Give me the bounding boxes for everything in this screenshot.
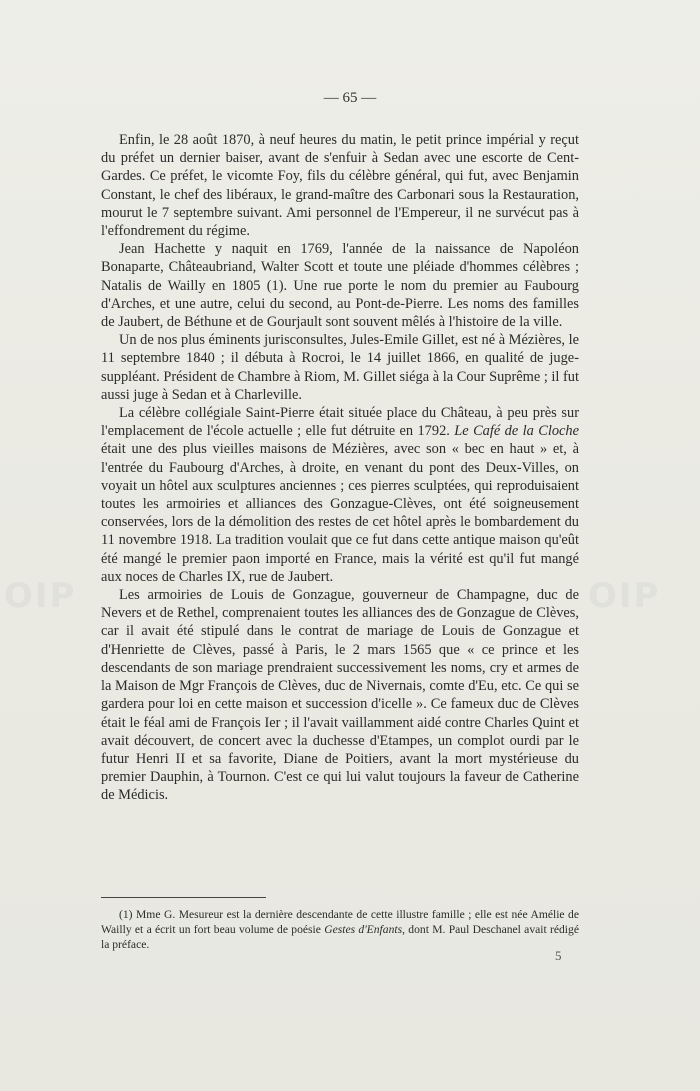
paragraph-4-start: La célèbre collégiale Saint-Pierre était située place du Château, à peu près sur l'emplacement de l'école actuelle ; elle fut détruite en 1792. [101,405,579,440]
paragraph-4-end: était une des plus vieilles maisons de Mézières, avec son « bec en haut » et, à l'entrée du Faubourg d'Arches, à droite, en venant du pont des Deux-Villes, on voyait un hôtel aux sculptures anciennes ; ces pierres sculptées, qui reproduisaient toutes les armoiries et alliances des Gonzague-Clèves, ont été soigneusement conservées, lors de la démolition des restes de cet hôtel après le bombardement du 11 novembre 1918. La tradition voulait que ce fut dans cette antique maison qu'eût été mangé le premier paon importé en France, mais la vérité est qu'il fut mangé aux noces de Charles IX, rue de Jaubert. [101,441,579,585]
page-number: — 65 — [323,90,377,106]
gestes-denfants-title: Gestes d'Enfants [324,923,403,936]
footnote-separator [101,897,266,898]
footnote [101,907,579,952]
paragraph-3: Un de nos plus éminents jurisconsultes, Jules-Emile Gillet, est né à Mézières, le 11 septembre 1840 ; il débuta à Rocroi, le 14 juillet 1866, en qualité de juge-suppléant. Président de Chambre à Riom, M. Gillet siéga à la Cour Suprême ; il fut aussi juge à Sedan et à Charleville. [101,332,580,403]
paragraph-1: Enfin, le 28 août 1870, à neuf heures du matin, le petit prince impérial y reçut du préfet un dernier baiser, avant de s'enfuir à Sedan avec une escorte de Cent-Gardes. Ce préfet, le vicomte Foy, fils du célèbre général, qui fut, avec Benjamin Constant, le chef des libéraux, le grand-maître des Carbonari sous la Restauration, mourut le 7 septembre suivant. Ami personnel de l'Empereur, il ne survécut pas à l'effondrement du régime. [101,132,579,240]
body-text [101,131,579,805]
paragraph-4 [101,404,579,586]
paragraph-5: Les armoiries de Louis de Gonzague, gouverneur de Champagne, duc de Nevers et de Rethel, comprenaient toutes les alliances des de Gonzague de Clèves, car il avait été stipulé dans le contrat de mariage de Louis de Gonzague et d'Henriette de Clèves, passé à Paris, le 2 mars 1565 que « ce prince et les descendants de son mariage prendraient successivement les noms, cry et armes de la Maison de Mgr François de Clèves, duc de Nivernais, comte d'Eu, etc. Ce qui se gardera pour loi en cette maison et succession d'icelle ». Ce fameux duc de Clèves était le féal ami de François Ier ; il l'avait vaillamment aidé contre Charles Quint et avait découvert, de concert avec la duchesse d'Etampes, un complot ourdi par le futur Henri II et sa favorite, Diane de Poitiers, avant la mort mystérieuse du premier Dauphin, à Tournon. C'est ce qui lui valut toujours la faveur de Catherine de Médicis. [101,587,579,804]
watermark-right: OIP [588,576,661,616]
cafe-de-la-cloche-title: Le Café de la Cloche [454,423,580,440]
paragraph-2: Jean Hachette y naquit en 1769, l'année de la naissance de Napoléon Bonaparte, Châteaubriand, Walter Scott et toute une pléiade d'hommes célèbres ; Natalis de Wailly en 1805 (1). Une rue porte le nom du premier au Faubourg d'Arches, et une autre, celui du second, au Pont-de-Pierre. Les noms des familles de Jaubert, de Béthune et de Gourjault sont souvent mêlés à l'histoire de la ville. [101,241,579,331]
watermark-left: OIP [4,576,77,616]
footnote-1 [101,907,579,952]
printer-signature-mark: 5 [555,948,562,963]
footnote-end: , dont M. Paul Deschanel avait rédigé la préface. [101,923,579,951]
footnote-start: (1) Mme G. Mesureur est la dernière descendante de cette illustre famille ; elle est née Amélie de Wailly et a écrit un fort beau volume de poésie [101,908,579,936]
